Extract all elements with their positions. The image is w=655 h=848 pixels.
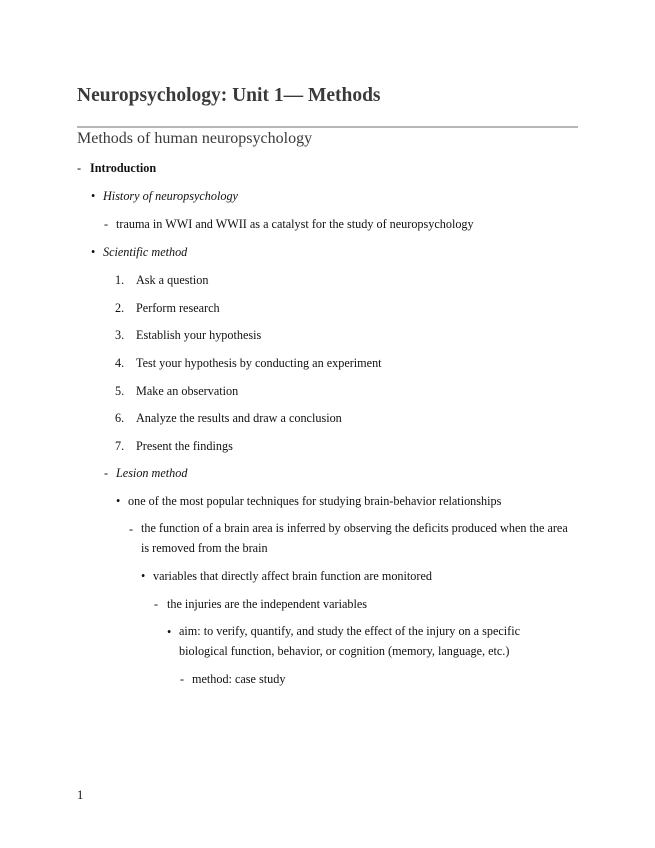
dash-bullet: - [77, 161, 82, 175]
disc-bullet: • [167, 625, 172, 639]
variables-point: variables that directly affect brain function are monitored [153, 569, 432, 583]
step-text: Make an observation [136, 384, 239, 398]
dash-bullet: - [154, 597, 159, 611]
history-point: trauma in WWI and WWII as a catalyst for the study of neuropsychology [116, 217, 474, 231]
title-divider [77, 126, 578, 128]
disc-bullet: • [91, 245, 96, 259]
function-point: the function of a brain area is inferred by observing the deficits produced when the area is removed from the brain [141, 521, 568, 555]
dash-bullet: - [180, 672, 185, 686]
scientific-method-heading: Scientific method [103, 245, 188, 259]
injuries-point: the injuries are the independent variables [167, 597, 367, 611]
step-number: 6. [115, 411, 125, 425]
page-number: 1 [77, 788, 84, 802]
introduction-heading: Introduction [90, 161, 157, 175]
step-text: Analyze the results and draw a conclusion [136, 411, 342, 425]
disc-bullet: • [141, 569, 146, 583]
lesion-point: one of the most popular techniques for studying brain-behavior relationships [128, 494, 502, 508]
step-number: 7. [115, 439, 125, 453]
section-heading: Methods of human neuropsychology [77, 130, 313, 147]
disc-bullet: • [116, 494, 121, 508]
step-number: 1. [115, 273, 125, 287]
step-number: 5. [115, 384, 125, 398]
lesion-method-heading: Lesion method [116, 466, 188, 480]
step-number: 2. [115, 301, 125, 315]
step-text: Perform research [136, 301, 220, 315]
dash-bullet: - [104, 217, 109, 231]
method-point: method: case study [192, 672, 286, 686]
dash-bullet: - [129, 522, 134, 536]
step-number: 3. [115, 328, 125, 342]
step-text: Establish your hypothesis [136, 328, 262, 342]
document-title: Neuropsychology: Unit 1— Methods [77, 85, 381, 106]
aim-point: aim: to verify, quantify, and study the effect of the injury on a specific biological function, behavior, or cognition (memory, language, etc.) [179, 624, 521, 658]
step-text: Ask a question [136, 273, 209, 287]
step-number: 4. [115, 356, 125, 370]
dash-bullet: - [104, 466, 109, 480]
step-text: Test your hypothesis by conducting an experiment [136, 356, 382, 370]
history-heading: History of neuropsychology [103, 189, 238, 203]
step-text: Present the findings [136, 439, 233, 453]
disc-bullet: • [91, 189, 96, 203]
